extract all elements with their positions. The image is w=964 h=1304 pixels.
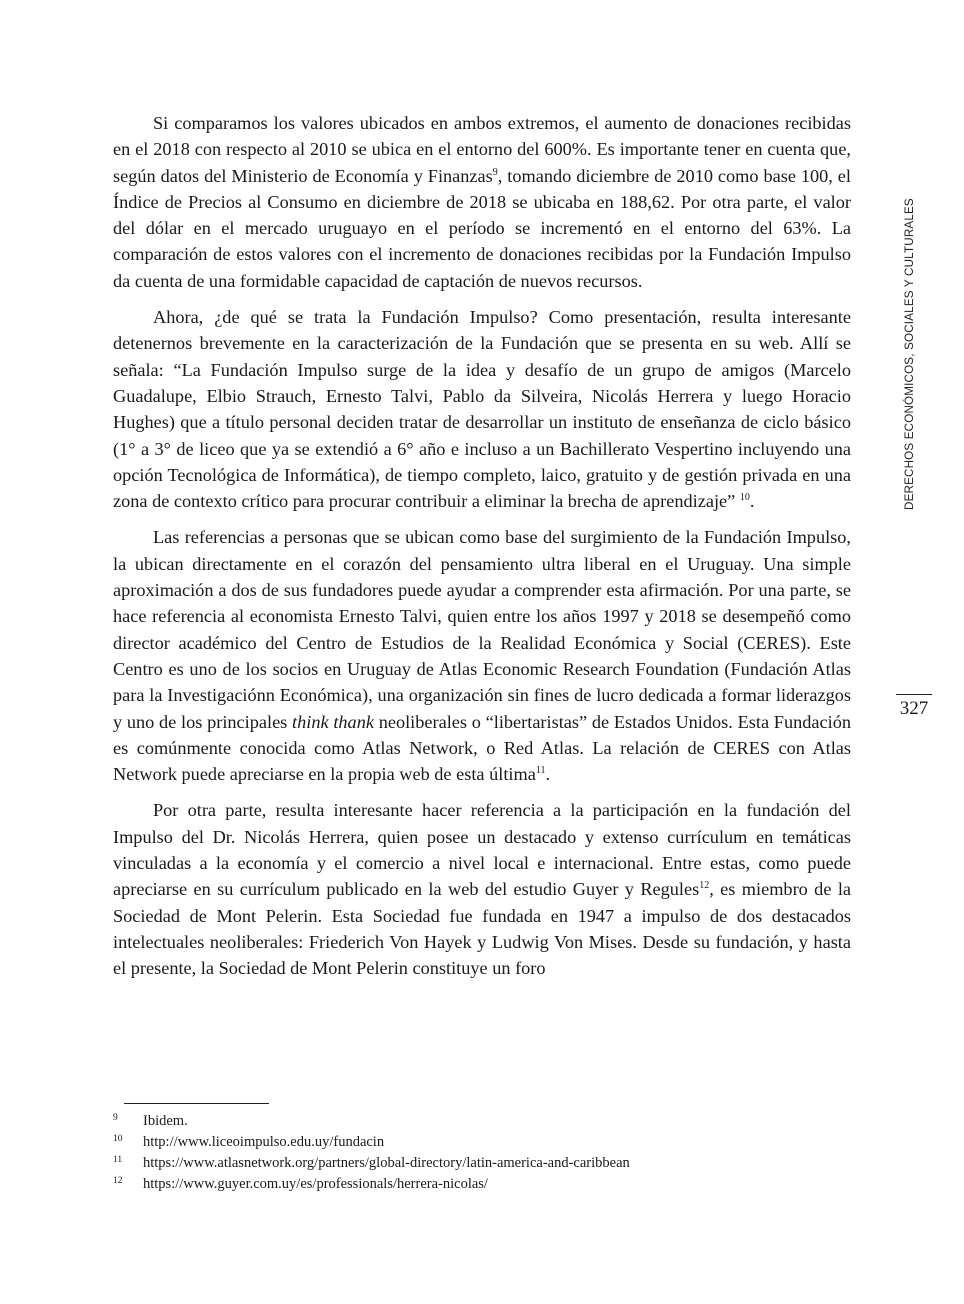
footnote-link[interactable]: https://www.atlasnetwork.org/partners/global-directory/latin-america-and-caribbean — [143, 1155, 630, 1171]
footnote-number: 9 — [113, 1113, 118, 1123]
paragraph-text: Por otra parte, resulta interesante hacer referencia a la participación en la fundación del Impulso del Dr. Nicolás Herrera, quien posee un destacado y extenso currículum en temáticas vinculadas a la economía y el comercio a nivel local e internacional. Entre estas, como puede apreciarse en su currículum publicado en la web del estudio Guyer y Regules — [113, 800, 851, 900]
footnote-number: 11 — [113, 1155, 123, 1165]
paragraph-text: neoliberales o “libertaristas” de Estados Unidos. Esta Fundación es comúnmente conocida como Atlas Network, o Red Atlas. La relación de CERES con Atlas Network puede apreciarse en la propia web de esta última — [113, 711, 851, 785]
footnote-12 — [113, 1174, 853, 1195]
page-number-rule — [896, 694, 932, 695]
footnote-10 — [113, 1132, 853, 1153]
paragraph-text: Las referencias a personas que se ubican como base del surgimiento de la Fundación Impulso, la ubican directamente en el corazón del pensamiento ultra liberal en el Uruguay. Una simple aproximación a dos de sus fundadores puede ayudar a comprender esta afirmación. Por una parte, se hace referencia al economista Ernesto Talvi, quien entre los años 1997 y 2018 se desempeñó como director académico del Centro de Estudios de la Realidad Económica y Social (CERES). Este Centro es uno de los socios en Uruguay de Atlas Economic Research Foundation (Fundación Atlas para la Investigaciónn Económica), una organización sin fines de lucro dedicada a formar liderazgos y uno de los principales — [113, 527, 851, 732]
footnote-ref-11: 11 — [535, 765, 546, 777]
paragraph-text: . — [545, 764, 551, 785]
body-text — [113, 110, 851, 992]
paragraph-4 — [113, 797, 851, 981]
footnote-number: 10 — [113, 1134, 123, 1144]
page-number: 327 — [899, 698, 929, 719]
running-header-vertical: DERECHOS ECONÓMICOS, SOCIALES Y CULTURALES — [903, 198, 916, 510]
footnote-9 — [113, 1111, 853, 1132]
paragraph-text: . — [749, 491, 755, 512]
footnote-link[interactable]: http://www.liceoimpulso.edu.uy/fundacin — [143, 1134, 385, 1150]
footnote-text: Ibidem. — [143, 1113, 188, 1129]
paragraph-text: , tomando diciembre de 2010 como base 100, el Índice de Precios al Consumo en diciembre de 2018 se ubicaba en 188,62. Por otra parte, el valor del dólar en el mercado uruguayo en el período se incrementó en el entorno del 63%. La comparación de estos valores con el incremento de donaciones recibidas por la Fundación Impulso da cuenta de una formidable capacidad de captación de nuevos recursos. — [113, 165, 851, 291]
footnote-ref-9: 9 — [492, 166, 498, 178]
footnote-11 — [113, 1153, 853, 1174]
paragraph-text: Si comparamos los valores ubicados en ambos extremos, el aumento de donaciones recibidas en el 2018 con respecto al 2010 se ubica en el entorno del 600%. Es importante tener en cuenta que, según datos del Ministerio de Economía y Finanzas — [113, 113, 851, 186]
footnote-link[interactable]: https://www.guyer.com.uy/es/professionals/herrera-nicolas/ — [143, 1176, 488, 1192]
paragraph-2 — [113, 304, 851, 514]
footnote-ref-10: 10 — [739, 492, 750, 504]
paragraph-text: Ahora, ¿de qué se trata la Fundación Impulso? Como presentación, resulta interesante detenernos brevemente en la caracterización de la Fundación que se presenta en su web. Allí se señala: “La Fundación Impulso surge de la idea y desafío de un grupo de amigos (Marcelo Guadalupe, Elbio Strauch, Ernesto Talvi, Pablo da Silveira, Nicolás Herrera y luego Horacio Hughes) que a título personal deciden tratar de desarrollar un instituto de enseñanza de ciclo básico (1° a 3° de liceo que ya se extendió a 6° año e incluso a un Bachillerato Vespertino incluyendo una opción Tecnológica de Informática), de tiempo completo, laico, gratuito y de gestión privada en una zona de contexto crítico para procurar contribuir a eliminar la brecha de aprendizaje” — [113, 307, 851, 512]
footnote-separator — [124, 1103, 269, 1104]
paragraph-text: , es miembro de la Sociedad de Mont Pelerin. Esta Sociedad fue fundada en 1947 a impulso de dos destacados intelectuales neoliberales: Friederich Von Hayek y Ludwig Von Mises. Desde su fundación, y hasta el presente, la Sociedad de Mont Pelerin constituye un foro — [113, 879, 852, 979]
footnotes — [113, 1111, 853, 1195]
italic-term: think thank — [292, 711, 374, 732]
footnote-ref-12: 12 — [699, 880, 710, 892]
paragraph-1 — [113, 110, 851, 294]
paragraph-3 — [113, 524, 851, 787]
footnote-number: 12 — [113, 1176, 123, 1186]
